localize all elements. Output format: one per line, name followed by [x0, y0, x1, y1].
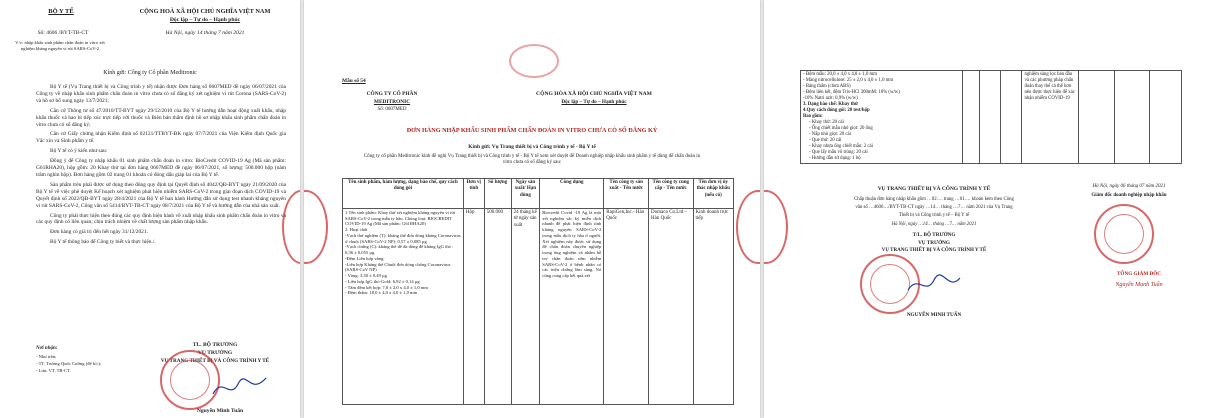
order-table	[342, 178, 734, 405]
stamp-edge-icon	[764, 190, 788, 264]
spec-line: - Khay nhựa ống chiết mẫu: 2 cái	[809, 143, 874, 149]
empty-cell	[1079, 71, 1114, 164]
quantity-cell: 500.000	[484, 209, 511, 405]
spec-line: 3. Dạng bào chế: Khay thử	[803, 101, 858, 107]
table-row	[343, 209, 734, 405]
order-intro: Công ty cổ phần Meditronic kính đề nghị Vụ Trang thiết bị và Công trình y tế - Bộ Y tế xem xét duyệt để Doanh nghiệp nhập khẩu sinh phẩm y tế dùng để chẩn đoán in vitro chưa có số đăng ký sau:	[363, 154, 701, 166]
form-number: Mẫu số 54	[342, 78, 366, 84]
order-form-continued-page	[764, 0, 1218, 418]
approval-title: VỤ TRANG THIẾT BỊ VÀ CÔNG TRÌNH Y TẾ	[877, 186, 991, 192]
paragraph: Công ty phải thực hiện theo đúng các quy định hiện hành về xuất nhập khẩu sinh phẩm chẩn đoán in vitro và các quy định có liên quan; chịu trách nhiệm về chất lượng sản phẩm nhập khẩu.	[36, 212, 286, 226]
paragraph: Sản phẩm trên phải được sử dụng theo đúng quy định tại Quyết định số 4042/QĐ-BYT ngày 21/09/2020 của Bộ Y tế về việc phê duyệt Kế hoạch xét nghiệm phát hiện nhiễm SARS-CoV-2 trong giai đoạn dịch COVID-19 và Quyết định số 2022/QĐ-BYT ngày 28/4/2021 của Bộ Y tế ban hành Hướng dẫn sử dụng test nhanh kháng nguyên vi rút SARS-CoV-2, Công văn số 5414/BYT-TB-CT ngày 08/7/2021 của Bộ Y tế và hướng dẫn của nhà sản xuất.	[36, 181, 286, 209]
company-name: CÔNG TY CỔ PHẦN	[366, 91, 418, 97]
paragraph: Căn cứ Giấy chứng nhận Kiểm định số 02121/TTBYT-ĐK ngày 07/7/2021 của Viện Kiểm định Quốc gia Vắc xin và Sinh phẩm y tế.	[36, 131, 286, 145]
expiry-cell: 24 tháng kể từ ngày sản xuất	[511, 209, 540, 405]
approval-date: Hà Nội, ngày …14… tháng …7… năm 2021	[891, 222, 977, 227]
column-header: Tên sinh phẩm, hàm lượng, dạng bào chế, quy cách đóng gói	[343, 179, 464, 209]
paragraph: Căn cứ Thông tư số 47/2010/TT-BYT ngày 29/12/2010 của Bộ Y tế hướng dẫn hoạt động xuất khẩu, nhập khẩu thuốc và bao bì tiếp xúc trực tiếp với thuốc và Biên bản thẩm định hồ sơ nhập khẩu sinh phẩm chẩn đoán in vitro chưa có số đăng ký;	[36, 107, 286, 128]
table-row	[801, 71, 1182, 164]
spec-line: - Đệm liên kết, đệm Tris-HCl 300mM: 10% (w/w)	[803, 89, 900, 95]
empty-cell	[980, 71, 1001, 164]
official-letter-page	[0, 0, 300, 418]
company-name: MEDITRONIC	[373, 99, 411, 105]
usage-cell: Biocredit Covid -19 Ag là một xét nghiệm sắc ký miễn dịch nhanh để phát hiện định tính kháng nguyên SARS-CoV-2 trong mẫu dịch tỵ hầu ở người. Xét nghiệm này được sử dụng để chẩn đoán chuyên nghiệp trong ống nghiệm và nhằm hỗ trợ chẩn đoán sớm nhiễm SARS-CoV-2 ở bệnh nhân có các triệu chứng lâm sàng. Nó cũng cung cấp kết quả xét	[540, 209, 604, 405]
sign-title: VỤ TRANG THIẾT BỊ VÀ CÔNG TRÌNH Y TẾ	[160, 358, 270, 364]
spec-line: - Nắp nhỏ giọt: 20 cái	[809, 131, 851, 137]
manufacturer-cell: RapiGen,Inc.- Hàn Quốc	[604, 209, 649, 405]
republic-header: CỘNG HÒA XÃ HỘI CHỦ NGHĨA VIỆT NAM	[536, 91, 652, 97]
recipients-title: Nơi nhận:	[36, 346, 58, 351]
approval-text: Thiết bị và Công trình y tế – Bộ Y tế	[898, 213, 970, 218]
addressee: Kính gửi: Công ty Cổ phần Meditronic	[103, 70, 197, 76]
document-number: Số: 4606 /BYT-TB-CT	[37, 30, 89, 36]
column-header: Công dụng	[540, 179, 604, 209]
company-seal-icon	[1094, 204, 1154, 264]
spec-line: - Que lấy mẫu vô trùng: 20 cái	[809, 149, 868, 155]
spec-line: - Khay thử: 20 cái	[809, 119, 844, 125]
seal-watermark-icon	[509, 44, 559, 78]
column-header: Tên công ty sản xuất - Tên nước	[604, 179, 649, 209]
paragraph: Bộ Y tế có ý kiến như sau:	[50, 148, 108, 155]
spec-line: 4.Quy cách đóng gói: 20 test/hộp	[803, 107, 870, 113]
paragraph: Đồng ý để Công ty nhập khẩu 01 sinh phẩm chẩn đoán in vitro: BioCredit COVID-19 Ag (Mã sản phẩm: G61RHA20), hộp gồm: 20 Khay thử tại đơn hàng 0607MED đề ngày 06/07/2021, số lượng: 500.000 hộp (năm trăm nghìn hộp). Đơn hàng gồm 02 trang 01 khoản có đóng dấu giáp lai của Bộ Y tế.	[36, 158, 286, 178]
document-date: Hà Nội, ngày 14 tháng 7 năm 2021	[165, 30, 245, 36]
column-header: Số lượng	[484, 179, 511, 209]
signer-name: Nguyễn Minh Tuấn	[196, 408, 244, 414]
director-role: TỔNG GIÁM ĐỐC	[1116, 271, 1162, 277]
sign-title: TL. BỘ TRƯỞNG	[192, 342, 238, 348]
approval-sign-title: T/L. BỘ TRƯỞNG	[912, 232, 956, 238]
motto: Độc lập – Tự do – Hạnh phúc	[561, 99, 627, 105]
order-table-continued	[800, 70, 1182, 164]
sign-title: VỤ TRƯỞNG	[197, 350, 233, 356]
signature-icon	[904, 270, 964, 298]
paragraph: Đơn hàng có giá trị đến hết ngày 31/12/2021.	[50, 229, 148, 236]
spec-line: -10% Natri azit: 0,9% (w/w)	[803, 95, 858, 101]
trustee-cell: Kinh doanh trực tiếp	[693, 209, 734, 405]
document-subject: V/v: nhập khẩu sinh phẩm chẩn đoán in vitro xét nghiệm kháng nguyên vi rút SARS-CoV-2	[15, 40, 105, 51]
recipient-item: - Như trên;	[36, 354, 57, 359]
signature-icon	[210, 372, 270, 402]
empty-cell	[1150, 71, 1182, 164]
column-header: Đơn vị tính	[463, 179, 484, 209]
spec-line: - Ống chiết mẫu nhỏ giọt: 20 ống	[809, 125, 873, 131]
republic-header: CỘNG HOÀ XÃ HỘI CHỦ NGHĨA VIỆT NAM	[139, 8, 271, 15]
unit-cell: Hộp	[463, 209, 484, 405]
ministry-name: BỘ Y TẾ	[48, 8, 74, 15]
order-date: Hà Nội, ngày 06 tháng 07 năm 2021	[1092, 184, 1166, 189]
letter-body	[36, 84, 286, 246]
director-title: Giám đốc doanh nghiệp nhập khẩu	[1091, 193, 1167, 198]
empty-cell	[1114, 71, 1149, 164]
spec-line: - Hướng dẫn sử dụng: 1 bộ	[809, 155, 861, 161]
stamp-edge-icon	[304, 190, 328, 264]
stamp-edge-icon	[736, 190, 760, 264]
supplier-cell: Domaco Co.Ltd – Hàn Quốc	[649, 209, 693, 405]
director-name: Nguyễn Mạnh Tuấn	[1115, 282, 1163, 288]
approval-text: Chấp thuận đơn hàng nhập khẩu gồm …02…. trang …01…. khoản kèm theo Công	[854, 197, 1014, 202]
order-form-page	[304, 0, 760, 418]
product-cell: 1.Tên sinh phẩm: Khay thử xét nghiệm kháng nguyên vi rút SARS-CoV-2 trong mẫu tỵ hầu. Chủng loại: BIOCREDIT COVID-19 Ag (Mã sản phẩm: G61RHA20) 2. Hoạt chất -Vạch thử nghiệm (T): kháng thể đơn dòng kháng Coronavirus ở chuột (SARS-CoV-2 NP): 0,57 ± 0,085 µg -Vạch chứng (C): kháng thể dê đa dòng để kháng IgG thỏ : 0,36 ± 0,055 µg -Đệm Liên hợp vàng: -Liên hợp Kháng thể Chuột đơn dòng chống Coronavirus (SARS-CoV NP) - Vàng: 3,30 ± 0,49 µg - Liên hợp IgG thỏ-Gold: 6,92 ± 0,14 µg - Tấm đệm kết hợp: 7,0 ± 2,0 x 4,0 ± 1,0 mm - Đệm thấm: 18,0 ± 4,0 x 4,0 ± 1,0 mm	[343, 209, 464, 405]
recipient-item: - Lưu: VT, TB-CT.	[36, 368, 71, 373]
spec-line: - Que thử: 20 cái	[809, 137, 842, 143]
usage-cell-continued: nghiệm sàng lọc ban đầu và các phương pháp chẩn đoán thay thế cả thể hơn nên được thực hiện để xác nhận nhiễm COVID-19	[1022, 71, 1079, 164]
spec-line: - Màng nitrocellulose: 25 ± 2,0 x 4,0 ± 1,0 mm	[803, 77, 894, 83]
spec-line: - Đệm mẫu: 20,0 ± 4,0 x 4,0 ± 1,0 mm	[803, 72, 878, 77]
column-header: Tên công ty cung cấp - Tên nước	[649, 179, 693, 209]
paragraph: Bộ Y tế thông báo để Công ty biết và thực hiện./.	[50, 239, 156, 246]
approval-sign-title: VỤ TRƯỞNG	[918, 240, 950, 246]
spec-line: - Bảng thấm (chưa ABS)	[803, 83, 851, 89]
paragraph: Bộ Y tế (Vụ Trang thiết bị và Công trình y tế) nhận được Đơn hàng số 0607MED đề ngày 06/07/2021 của Công ty về nhập khẩu sinh phẩm chẩn đoán in vitro chưa có số đăng ký xét nghiệm vi rút Corona (SARS-CoV-2) và hồ sơ bổ sung ngày 13/7/2021;	[36, 84, 286, 104]
column-header: Ngày sản xuất/ Hạn dùng	[511, 179, 540, 209]
approval-signer: NGUYỄN MINH TUẤN	[906, 312, 962, 318]
order-title: ĐƠN HÀNG NHẬP KHẨU SINH PHẨM CHẨN ĐOÁN IN VITRO CHƯA CÓ SỐ ĐĂNG KÝ	[406, 127, 658, 134]
addressee: Kính gửi: Vụ Trang thiết bị và Công trình y tế - Bộ Y tế	[468, 144, 596, 150]
empty-cell	[962, 71, 980, 164]
product-cell-continued	[801, 71, 963, 164]
recipient-item: - TT. Trương Quốc Cường (để b/c);	[36, 361, 102, 366]
empty-cell	[1001, 71, 1022, 164]
column-header: Tên đơn vị ủy thác nhập khẩu (nếu có)	[693, 179, 734, 209]
approval-text: văn số …4606…/BYT-TB-CT ngày …14… tháng …7… năm 2021 của Vụ Trang	[855, 205, 1013, 210]
company-doc-number: Số: 0607MED	[377, 107, 407, 112]
spec-line: Bao gồm:	[803, 113, 823, 119]
motto: Độc lập – Tự do – Hạnh phúc	[169, 17, 241, 23]
approval-sign-title: VỤ TRANG THIẾT BỊ VÀ CÔNG TRÌNH Y TẾ	[881, 248, 987, 253]
